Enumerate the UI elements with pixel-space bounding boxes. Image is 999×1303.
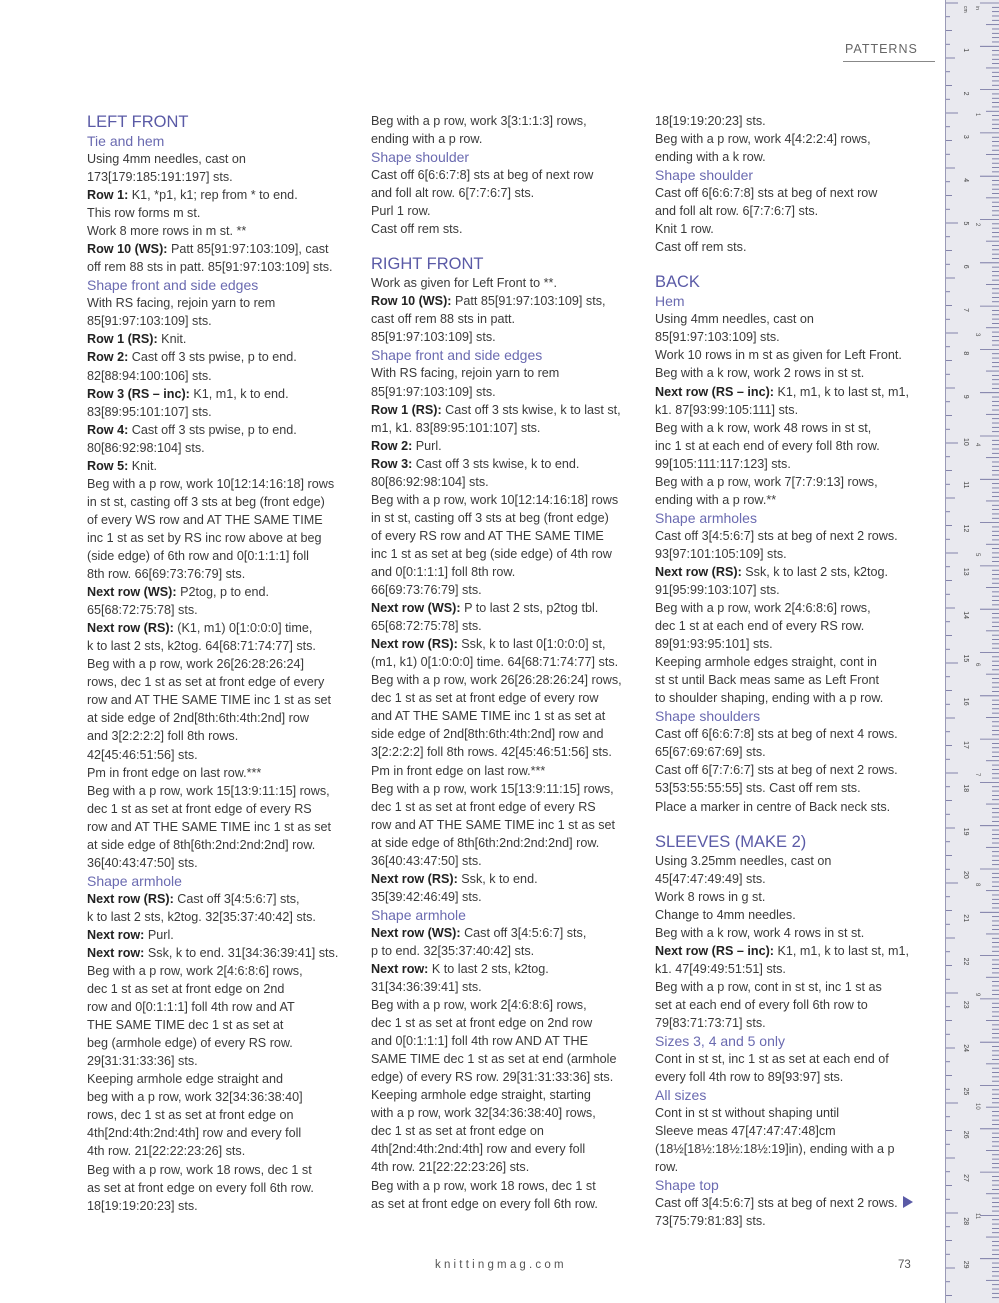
ruler-cm-label: 15 — [962, 654, 969, 663]
pattern-line: off rem 88 sts in patt. 85[91:97:103:109] sts. — [87, 260, 333, 275]
pattern-line: Using 3.25mm needles, cast on — [655, 853, 832, 868]
section-label: PATTERNS — [845, 42, 918, 56]
pattern-line: Beg with a p row, work 18 rows, dec 1 st — [87, 1162, 312, 1177]
row-label: Row 3: — [371, 456, 416, 471]
pattern-line: Knit 1 row. — [655, 222, 714, 237]
subsection-heading: Shape shoulder — [655, 167, 754, 184]
pattern-line: 4th row. 21[22:22:23:26] sts. — [371, 1160, 530, 1175]
pattern-line: k1. 87[93:99:105:111] sts. — [655, 402, 799, 417]
section-heading: BACK — [655, 273, 700, 292]
pattern-line: 80[86:92:98:104] sts. — [371, 474, 489, 489]
pattern-line: dec 1 st as set at front edge on — [371, 1124, 544, 1139]
pattern-line: 79[83:71:73:71] sts. — [655, 1015, 766, 1030]
row-label: Next row: — [87, 945, 148, 960]
pattern-line: Beg with a p row, work 4[4:2:2:4] rows, — [655, 132, 871, 147]
pattern-line: Beg with a k row, work 2 rows in st st. — [655, 366, 865, 381]
ruler-cm-label: 23 — [962, 1000, 969, 1009]
ruler-cm-label: 12 — [962, 524, 969, 533]
ruler-ticks — [946, 0, 999, 1303]
pattern-line: 80[86:92:98:104] sts. — [87, 440, 205, 455]
pattern-line: Beg with a p row, work 3[3:1:1:3] rows, — [371, 114, 587, 128]
ruler-unit-label: cm — [962, 6, 968, 13]
pattern-line: Cast off 6[6:6:7:8] sts at beg of next row — [655, 186, 878, 201]
ruler-cm-label: 27 — [962, 1174, 969, 1182]
row-instruction: P2tog, p to end. — [180, 585, 269, 600]
column-back-sleeves — [655, 112, 917, 1230]
row-instruction: Cast off 3 sts pwise, p to end. — [131, 422, 297, 437]
subsection-heading: Shape shoulders — [655, 708, 761, 725]
ruler-cm-label: 11 — [962, 481, 969, 489]
subsection-heading: Shape armholes — [655, 509, 757, 526]
pattern-line: Purl 1 row. — [371, 204, 431, 219]
ruler-cm-label: 1 — [962, 48, 969, 53]
pattern-line: side edge of 2nd[8th:6th:4th:2nd] row and — [371, 727, 604, 742]
pattern-line: to shoulder shaping, ending with a p row. — [655, 691, 884, 706]
subsection-heading: Shape front and side edges — [371, 347, 543, 364]
pattern-line: and 0[0:1:1:1] foll 8th row. — [371, 564, 516, 579]
row-instruction: K1, m1, k to last st, m1, — [777, 943, 910, 958]
ruler-cm-label: 16 — [962, 697, 969, 706]
pattern-line: 18[19:19:20:23] sts. — [655, 114, 766, 128]
pattern-line: set at each end of every foll 6th row to — [655, 997, 868, 1012]
pattern-line: 65[67:69:67:69] sts. — [655, 745, 766, 760]
ruler-inch-label: 11 — [974, 1213, 980, 1220]
pattern-line: 36[40:43:47:50] sts. — [371, 853, 482, 868]
pattern-line: 85[91:97:103:109] sts. — [87, 314, 212, 329]
pattern-line: inc 1 st as set by RS inc row above at beg — [87, 530, 322, 545]
section-divider — [843, 61, 935, 62]
subsection-heading: Tie and hem — [87, 133, 165, 149]
ruler-cm-label: 29 — [962, 1260, 969, 1269]
pattern-line: Place a marker in centre of Back neck sts. — [655, 799, 891, 814]
pattern-line: 82[88:94:100:106] sts. — [87, 368, 212, 383]
pattern-line: Beg with a p row, work 15[13:9:11:15] rows, — [87, 783, 330, 798]
row-instruction: Knit. — [161, 332, 187, 347]
pattern-line: 31[34:36:39:41] sts. — [371, 980, 482, 995]
pattern-line: 93[97:101:105:109] sts. — [655, 546, 787, 561]
row-label: Next row (RS): — [87, 891, 178, 906]
ruler-cm-label: 24 — [962, 1044, 969, 1052]
pattern-line: Beg with a k row, work 4 rows in st st. — [655, 925, 865, 940]
pattern-line: Beg with a p row, cont in st st, inc 1 st as — [655, 979, 882, 994]
pattern-line: 36[40:43:47:50] sts. — [87, 855, 198, 870]
pattern-line: 65[68:72:75:78] sts. — [87, 603, 198, 618]
ruler-cm-label: 14 — [962, 611, 969, 619]
section-heading: SLEEVES (MAKE 2) — [655, 832, 807, 851]
row-instruction: Ssk, k to last 0[1:0:0:0] st, — [461, 637, 606, 652]
ruler-cm-label: 25 — [962, 1087, 969, 1096]
row-instruction: Cast off 3[4:5:6:7] sts, — [177, 891, 300, 906]
row-instruction: P to last 2 sts, p2tog tbl. — [464, 601, 599, 616]
pattern-line: 85[91:97:103:109] sts. — [371, 384, 496, 399]
pattern-line: (18½[18½:18½:18½:19]in), ending with a p row. — [655, 1142, 895, 1175]
section-heading: RIGHT FRONT — [371, 255, 484, 274]
pattern-line: dec 1 st as set at front edge on 2nd — [87, 982, 285, 997]
pattern-line: 173[179:185:191:197] sts. — [87, 170, 233, 185]
pattern-line — [87, 583, 355, 601]
row-label: Row 1 (RS): — [87, 332, 162, 347]
pattern-line — [655, 942, 917, 960]
subsection-heading: All sizes — [655, 1087, 707, 1104]
pattern-line — [371, 635, 639, 653]
pattern-line: Beg with a p row, work 26[26:28:26:24] — [87, 657, 305, 672]
row-label: Row 5: — [87, 458, 132, 473]
pattern-line: 4th[2nd:4th:2nd:4th] row and every foll — [371, 1142, 586, 1157]
pattern-line: Using 4mm needles, cast on — [87, 152, 246, 166]
ruler-cm-label: 5 — [962, 221, 969, 226]
pattern-line — [371, 870, 639, 888]
row-instruction: Cast off 3 sts kwise, k to last st, — [445, 402, 621, 417]
subsection-heading: Sizes 3, 4 and 5 only — [655, 1033, 785, 1050]
pattern-line — [371, 401, 639, 419]
row-instruction: Purl. — [415, 438, 442, 453]
pattern-line: with a p row, work 32[34:36:38:40] rows, — [371, 1106, 596, 1121]
ruler-cm-label: 6 — [962, 264, 969, 269]
pattern-line — [87, 457, 355, 475]
row-label: Next row (RS – inc): — [655, 384, 778, 399]
pattern-line: Beg with a p row, work 10[12:14:16:18] rows — [371, 492, 619, 507]
pattern-line: at side edge of 8th[6th:2nd:2nd:2nd] row. — [371, 835, 600, 850]
ruler-cm-label: 9 — [962, 394, 969, 399]
pattern-line: rows, dec 1 st as set at front edge on — [87, 1108, 294, 1123]
ruler-cm-label: 17 — [962, 741, 969, 749]
pattern-line: Sleeve meas 47[47:47:47:48]cm — [655, 1124, 836, 1139]
row-label: Next row: — [87, 927, 148, 942]
pattern-line: 99[105:111:117:123] sts. — [655, 456, 791, 471]
row-label: Next row (WS): — [371, 925, 465, 940]
row-instruction: Purl. — [147, 927, 174, 942]
row-label: Row 3 (RS – inc): — [87, 386, 194, 401]
row-instruction: Ssk, k to end. — [461, 871, 538, 886]
pattern-line: 89[91:93:95:101] sts. — [655, 637, 773, 652]
row-label: Next row (RS – inc): — [655, 943, 778, 958]
pattern-line: row and AT THE SAME TIME inc 1 st as set — [87, 693, 332, 708]
pattern-line: 85[91:97:103:109] sts. — [655, 330, 780, 345]
pattern-line: k to last 2 sts, k2tog. 64[68:71:74:77] sts. — [87, 639, 316, 654]
pattern-line: 66[69:73:76:79] sts. — [371, 583, 482, 598]
row-instruction: (K1, m1) 0[1:0:0:0] time, — [177, 621, 313, 636]
pattern-line — [87, 348, 355, 366]
ruler-cm-label: 20 — [962, 871, 969, 879]
pattern-line: p to end. 32[35:37:40:42] sts. — [371, 943, 535, 958]
pattern-line — [655, 383, 917, 401]
pattern-line: at side edge of 8th[6th:2nd:2nd:2nd] row. — [87, 837, 316, 852]
pattern-line: row and AT THE SAME TIME inc 1 st as set — [87, 819, 332, 834]
pattern-line — [371, 292, 639, 310]
row-label: Row 10 (WS): — [87, 242, 171, 257]
pattern-line: Cast off 3[4:5:6:7] sts at beg of next 2 rows. — [655, 528, 898, 543]
pattern-line: dec 1 st as set at front edge of every RS — [371, 799, 596, 814]
pattern-line — [371, 599, 639, 617]
section-heading: LEFT FRONT — [87, 113, 189, 131]
ruler-inch-label: 4 — [974, 443, 980, 447]
pattern-line: 4th[2nd:4th:2nd:4th] row and every foll — [87, 1126, 302, 1141]
pattern-line: With RS facing, rejoin yarn to rem — [87, 296, 276, 311]
ruler-cm-label: 2 — [962, 91, 969, 96]
pattern-line: beg (armhole edge) of every RS row. — [87, 1036, 293, 1051]
pattern-line: 18[19:19:20:23] sts. — [87, 1198, 198, 1213]
column-left-front — [87, 112, 355, 1215]
row-label: Next row (WS): — [371, 601, 465, 616]
row-instruction: Ssk, k to last 2 sts, k2tog. — [745, 564, 889, 579]
pattern-line — [87, 944, 355, 962]
pattern-line: (m1, k1) 0[1:0:0:0] time. 64[68:71:74:77] sts. — [371, 655, 619, 670]
pattern-line: row and AT THE SAME TIME inc 1 st as set — [371, 817, 616, 832]
pattern-line: st st until Back meas same as Left Front — [655, 673, 879, 688]
pattern-line — [87, 926, 355, 944]
pattern-line — [371, 924, 639, 942]
footer-url[interactable]: knittingmag.com — [435, 1259, 567, 1271]
pattern-line: Cast off rem sts. — [655, 240, 747, 255]
subsection-heading: Shape shoulder — [371, 149, 470, 166]
pattern-line: in st st, casting off 3 sts at beg (front edge) — [371, 510, 609, 525]
pattern-line: 45[47:47:49:49] sts. — [655, 871, 766, 886]
ruler-cm-label: 18 — [962, 784, 969, 793]
pattern-line — [87, 890, 355, 908]
row-instruction: K to last 2 sts, k2tog. — [431, 961, 549, 976]
pattern-line: Beg with a p row, work 2[4:6:8:6] rows, — [655, 601, 871, 616]
pattern-line: 42[45:46:51:56] sts. — [87, 747, 198, 762]
pattern-line: With RS facing, rejoin yarn to rem — [371, 366, 560, 381]
pattern-line: SAME TIME dec 1 st as set at end (armhole — [371, 1052, 617, 1067]
pattern-line: k1. 47[49:49:51:51] sts. — [655, 961, 786, 976]
row-instruction: Patt 85[91:97:103:109] sts, — [454, 294, 606, 309]
pattern-line: rows, dec 1 st as set at front edge of every — [87, 675, 325, 690]
ruler-cm-label: 13 — [962, 567, 969, 576]
row-label: Row 2: — [87, 350, 132, 365]
pattern-line — [87, 421, 355, 439]
pattern-line: 91[95:99:103:107] sts. — [655, 582, 780, 597]
pattern-line: (side edge) of 6th row and 0[0:1:1:1] foll — [87, 548, 309, 563]
pattern-line: Beg with a k row, work 48 rows in st st, — [655, 420, 872, 435]
ruler-inch-label: 8 — [974, 883, 980, 887]
pattern-line: 65[68:72:75:78] sts. — [371, 619, 482, 634]
pattern-line: 4th row. 21[22:22:23:26] sts. — [87, 1144, 246, 1159]
pattern-line: dec 1 st as set at front edge of every RS — [87, 801, 312, 816]
pattern-line: ending with a p row.** — [655, 492, 777, 507]
pattern-line: 35[39:42:46:49] sts. — [371, 889, 482, 904]
pattern-line — [87, 619, 355, 637]
pattern-line: beg with a p row, work 32[34:36:38:40] — [87, 1090, 303, 1105]
ruler-cm-label: 21 — [962, 914, 969, 923]
pattern-line: Beg with a p row, work 2[4:6:8:6] rows, — [87, 964, 303, 979]
ruler-inch-label: 9 — [974, 993, 980, 997]
ruler-cm-label: 10 — [962, 438, 969, 446]
subsection-heading: Shape top — [655, 1177, 719, 1194]
pattern-line: dec 1 st at each end of every RS row. — [655, 619, 865, 634]
pattern-line: 8th row. 66[69:73:76:79] sts. — [87, 567, 246, 582]
pattern-line: and 0[0:1:1:1] foll 4th row AND AT THE — [371, 1034, 589, 1049]
row-instruction: Cast off 3 sts kwise, k to end. — [415, 456, 580, 471]
pattern-line: THE SAME TIME dec 1 st as set at — [87, 1018, 284, 1033]
pattern-line: row and 0[0:1:1:1] foll 4th row and AT — [87, 1000, 295, 1015]
pattern-line: Keeping armhole edges straight, cont in — [655, 655, 877, 670]
pattern-line — [371, 437, 639, 455]
pattern-line: Keeping armhole edge straight and — [87, 1072, 284, 1087]
row-instruction: K1, *p1, k1; rep from * to end. — [131, 188, 298, 203]
ruler-unit-label: in — [974, 6, 980, 10]
pattern-line: Work as given for Left Front to **. — [371, 276, 557, 291]
pattern-line — [87, 385, 355, 403]
pattern-line: at side edge of 2nd[8th:6th:4th:2nd] row — [87, 711, 309, 726]
ruler-inch-label: 1 — [974, 113, 980, 117]
pattern-line: Cast off rem sts. — [371, 222, 463, 237]
subsection-heading: Shape front and side edges — [87, 277, 259, 294]
row-instruction: K1, m1, k to last st, m1, — [777, 384, 910, 399]
pattern-line: Using 4mm needles, cast on — [655, 312, 814, 327]
pattern-line: 83[89:95:101:107] sts. — [87, 404, 212, 419]
ruler-cm-label: 8 — [962, 351, 969, 356]
pattern-line: This row forms m st. — [87, 206, 201, 221]
pattern-line: edge) of every RS row. 29[31:31:33:36] sts. — [371, 1070, 614, 1085]
pattern-line: Beg with a p row, work 10[12:14:16:18] rows — [87, 476, 335, 491]
pattern-line — [371, 455, 639, 473]
pattern-line: cast off rem 88 sts in patt. — [371, 312, 515, 327]
ruler-cm-label: 4 — [962, 178, 969, 183]
row-instruction: K1, m1, k to end. — [193, 386, 289, 401]
ruler-cm-label: 19 — [962, 827, 969, 836]
pattern-line: ending with a p row. — [371, 132, 483, 147]
pattern-line: as set at front edge on every foll 6th row. — [371, 1196, 598, 1211]
row-label: Next row (WS): — [87, 585, 181, 600]
pattern-line: in st st, casting off 3 sts at beg (front edge) — [87, 494, 325, 509]
pattern-line: inc 1 st at each end of every foll 8th row. — [655, 438, 880, 453]
pattern-line — [87, 330, 355, 348]
subsection-heading: Shape armhole — [87, 872, 182, 889]
row-instruction: Cast off 3 sts pwise, p to end. — [131, 350, 297, 365]
pattern-line: 29[31:31:33:36] sts. — [87, 1054, 198, 1069]
pattern-line — [87, 186, 355, 204]
ruler-inch-label: 2 — [974, 223, 980, 227]
row-label: Next row (RS): — [371, 871, 462, 886]
row-label: Next row (RS): — [371, 637, 462, 652]
subsection-heading: Hem — [655, 293, 685, 310]
column-right-front — [371, 112, 639, 1213]
pattern-line: Beg with a p row, work 15[13:9:11:15] rows, — [371, 781, 614, 796]
pattern-line: Work 8 rows in g st. — [655, 889, 766, 904]
pattern-line: Cast off 3[4:5:6:7] sts at beg of next 2 rows. — [655, 1196, 898, 1211]
pattern-line: dec 1 st as set at front edge of every row — [371, 691, 599, 706]
ruler-inch-label: 3 — [974, 333, 980, 337]
ruler-cm-label: 7 — [962, 308, 969, 313]
row-label: Row 4: — [87, 422, 132, 437]
pattern-line: Cont in st st without shaping until — [655, 1106, 840, 1121]
pattern-line: Work 8 more rows in m st. ** — [87, 224, 247, 239]
measuring-ruler — [945, 0, 999, 1303]
pattern-line: Beg with a p row, work 7[7:7:9:13] rows, — [655, 474, 878, 489]
ruler-inch-label: 5 — [974, 553, 980, 557]
pattern-line: and foll alt row. 6[7:7:6:7] sts. — [371, 186, 535, 201]
pattern-line: Cast off 6[7:7:6:7] sts at beg of next 2 rows. — [655, 763, 898, 778]
ruler-cm-label: 22 — [962, 957, 969, 966]
pattern-line: 53[53:55:55:55] sts. Cast off rem sts. — [655, 781, 861, 796]
pattern-line — [371, 960, 639, 978]
row-label: Row 1 (RS): — [371, 402, 446, 417]
pattern-line: Change to 4mm needles. — [655, 907, 796, 922]
row-label: Row 10 (WS): — [371, 294, 455, 309]
ruler-inch-label: 6 — [974, 663, 980, 667]
pattern-line: Cast off 6[6:6:7:8] sts at beg of next 4 rows. — [655, 727, 898, 742]
pattern-line: Work 10 rows in m st as given for Left Front. — [655, 348, 902, 363]
row-instruction: Cast off 3[4:5:6:7] sts, — [464, 925, 587, 940]
pattern-line: inc 1 st as set at beg (side edge) of 4th row — [371, 546, 612, 561]
pattern-line: k to last 2 sts, k2tog. 32[35:37:40:42] sts. — [87, 909, 316, 924]
pattern-line: and AT THE SAME TIME inc 1 st as set at — [371, 709, 606, 724]
pattern-line: and foll alt row. 6[7:7:6:7] sts. — [655, 204, 819, 219]
pattern-line: every foll 4th row to 89[93:97] sts. — [655, 1070, 844, 1085]
ruler-cm-label: 28 — [962, 1217, 969, 1226]
pattern-line: of every WS row and AT THE SAME TIME — [87, 512, 323, 527]
subsection-heading: Shape armhole — [371, 906, 466, 923]
pattern-line: and 3[2:2:2:2] foll 8th rows. — [87, 729, 239, 744]
ruler-cm-label: 26 — [962, 1130, 969, 1139]
row-label: Row 2: — [371, 438, 416, 453]
row-instruction: Ssk, k to end. 31[34:36:39:41] sts. — [147, 945, 339, 960]
pattern-line: m1, k1. 83[89:95:101:107] sts. — [371, 420, 541, 435]
pattern-line: Keeping armhole edge straight, starting — [371, 1088, 591, 1103]
pattern-line: Cast off 6[6:6:7:8] sts at beg of next row — [371, 168, 594, 183]
pattern-line: of every RS row and AT THE SAME TIME — [371, 528, 604, 543]
pattern-line: Pm in front edge on last row.*** — [87, 765, 262, 780]
pattern-line: Pm in front edge on last row.*** — [371, 763, 546, 778]
page-number: 73 — [898, 1259, 911, 1271]
ruler-cm-label: 3 — [962, 134, 969, 139]
pattern-line: dec 1 st as set at front edge on 2nd row — [371, 1016, 593, 1031]
continue-arrow-icon — [903, 1196, 913, 1208]
row-label: Row 1: — [87, 188, 132, 203]
pattern-line: 3[2:2:2:2] foll 8th rows. 42[45:46:51:56] sts. — [371, 745, 612, 760]
pattern-line: Beg with a p row, work 18 rows, dec 1 st — [371, 1178, 596, 1193]
pattern-line: Cont in st st, inc 1 st as set at each end of — [655, 1052, 889, 1067]
pattern-line — [87, 240, 355, 258]
row-label: Next row (RS): — [87, 621, 178, 636]
ruler-inch-label: 10 — [974, 1103, 980, 1110]
row-label: Next row (RS): — [655, 564, 746, 579]
row-label: Next row: — [371, 961, 432, 976]
pattern-line: 73[75:79:81:83] sts. — [655, 1214, 766, 1229]
row-instruction: Patt 85[91:97:103:109], cast — [170, 242, 329, 257]
pattern-line: Beg with a p row, work 2[4:6:8:6] rows, — [371, 998, 587, 1013]
pattern-line — [655, 563, 917, 581]
ruler-inch-label: 7 — [974, 773, 980, 777]
pattern-line: as set at front edge on every foll 6th row. — [87, 1180, 314, 1195]
row-instruction: Knit. — [131, 458, 157, 473]
pattern-line: 85[91:97:103:109] sts. — [371, 330, 496, 345]
pattern-line: Beg with a p row, work 26[26:28:26:24] rows, — [371, 673, 622, 688]
pattern-line: ending with a k row. — [655, 150, 766, 165]
